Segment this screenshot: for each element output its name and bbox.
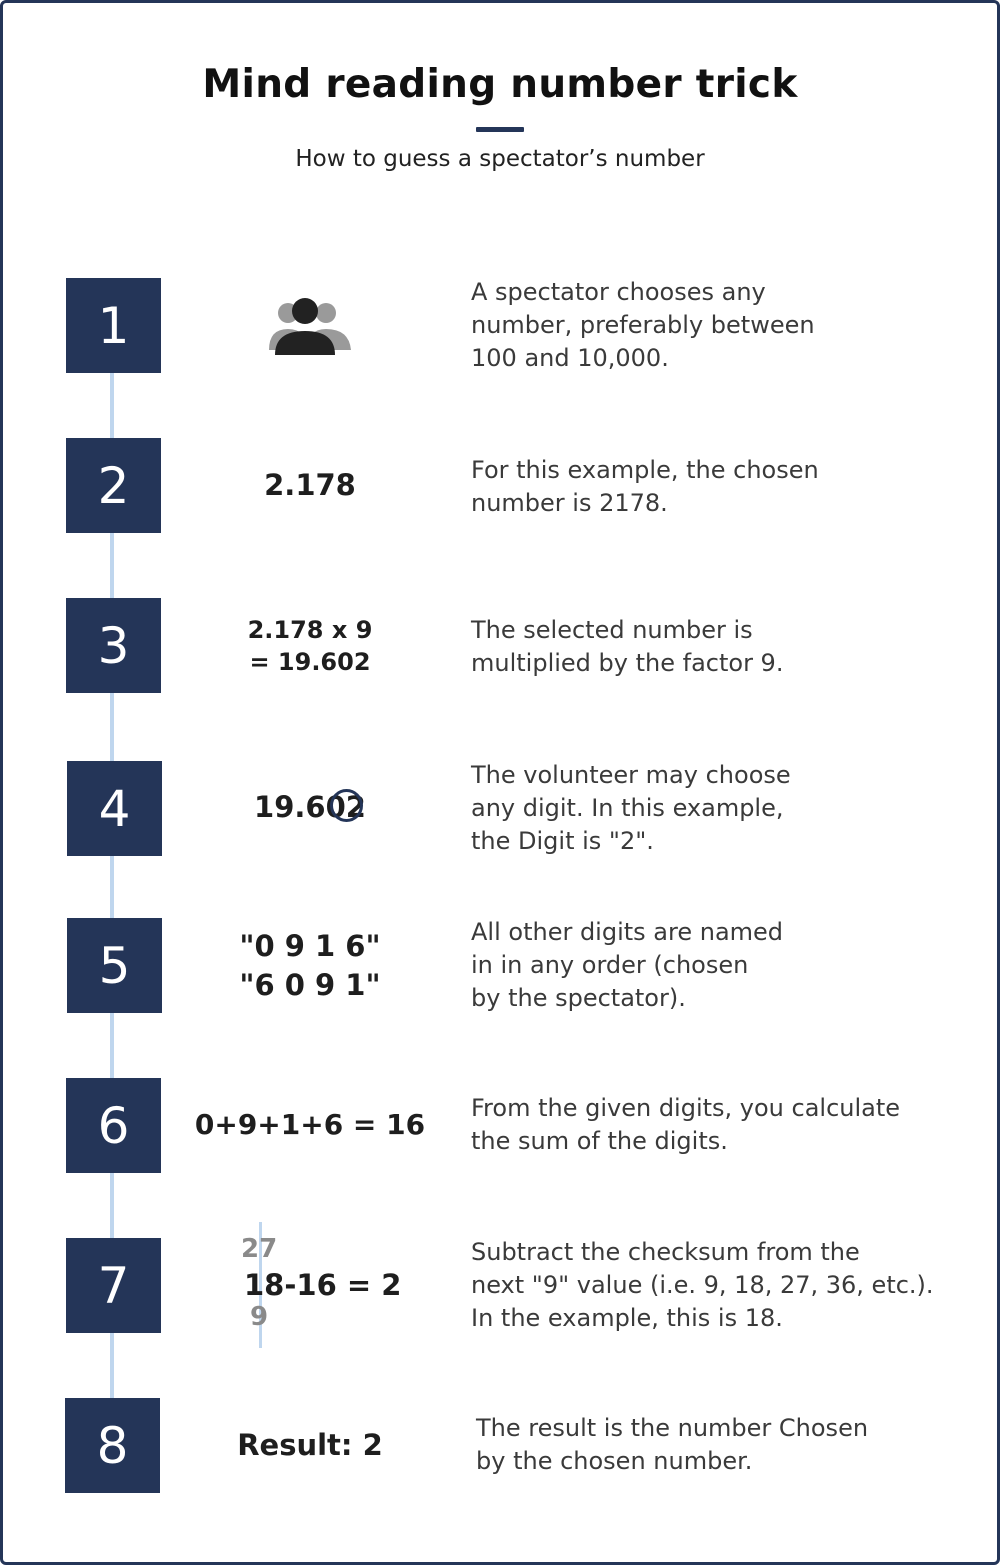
step-3-value: 2.178 x 9 = 19.602 — [247, 616, 373, 676]
step-6-description: From the given digits, you calculate the sum of the digits. — [471, 1094, 901, 1155]
step-4-description: The volunteer may choose any digit. In this example, the Digit is "2". — [471, 761, 791, 855]
step-1-description: A spectator chooses any number, preferably between 100 and 10,000. — [471, 278, 815, 372]
step-number-8: 8 — [65, 1398, 160, 1493]
step-8-description: The result is the number Chosen by the chosen number. — [476, 1414, 869, 1475]
step-5-description: All other digits are named in in any order (chosen by the spectator). — [471, 918, 784, 1012]
step-7-description: Subtract the checksum from the next "9" value (i.e. 9, 18, 27, 36, etc.). In the example, this is 18. — [471, 1238, 934, 1332]
step-3-description: The selected number is multiplied by the factor 9. — [471, 616, 784, 677]
step-6-value: 0+9+1+6 = 16 — [194, 1108, 426, 1141]
title-underline — [476, 127, 524, 132]
step-number-3: 3 — [66, 598, 161, 693]
step-4-value: 19.602 — [254, 790, 366, 824]
step-2-description: For this example, the chosen number is 2178. — [471, 456, 819, 517]
page-subtitle: How to guess a spectator’s number — [295, 146, 705, 172]
step-number-4: 4 — [67, 761, 162, 856]
step-8-value: Result: 2 — [237, 1428, 383, 1462]
step-number-5: 5 — [67, 918, 162, 1013]
step-7-value: 18-16 = 2 — [244, 1268, 402, 1302]
step-number-6: 6 — [66, 1078, 161, 1173]
step-7-upper-multiple: 27 — [241, 1234, 278, 1264]
step-2-value: 2.178 — [264, 468, 356, 502]
step-number-1: 1 — [66, 278, 161, 373]
step-number-7: 7 — [66, 1238, 161, 1333]
page-title: Mind reading number trick — [202, 62, 798, 107]
circled-digit: 2 — [345, 790, 366, 824]
step-number-2: 2 — [66, 438, 161, 533]
people-icon — [266, 293, 356, 359]
step-5-value: "0 9 1 6" "6 0 9 1" — [239, 929, 381, 1002]
digit-circle-marker — [330, 789, 363, 822]
step-7-lower-multiple: 9 — [250, 1302, 269, 1332]
